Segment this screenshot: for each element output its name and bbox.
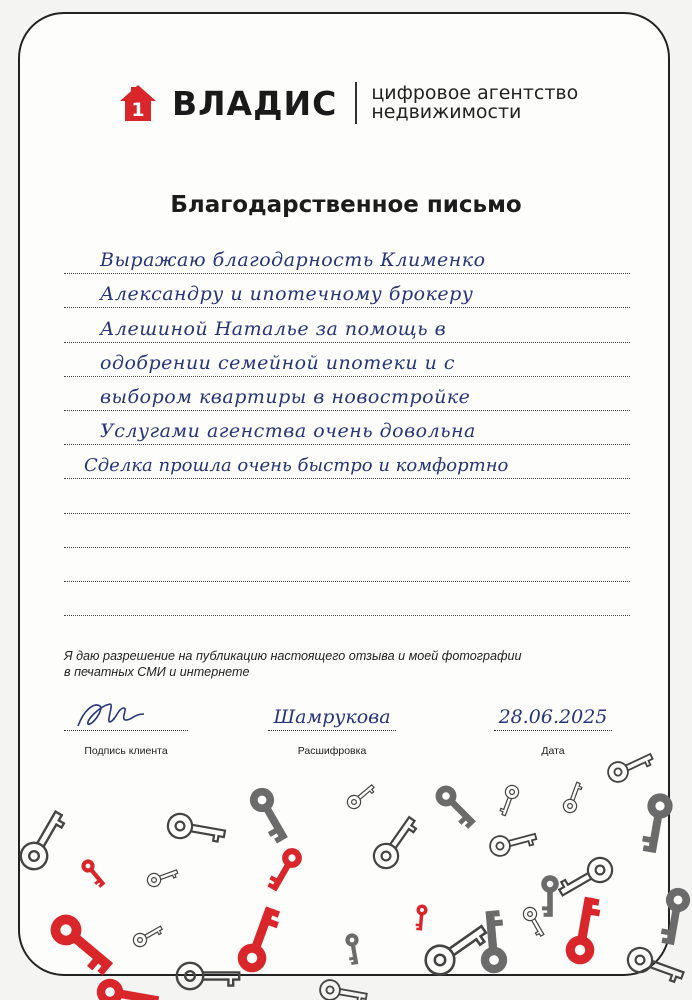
handwritten-text: Сделка прошла очень быстро и комфортно — [84, 455, 509, 477]
letter-line — [64, 479, 630, 513]
letter-line — [64, 377, 630, 411]
handwritten-text: выбором квартиры в новостройке — [100, 385, 471, 408]
tagline-line2: недвижимости — [371, 101, 522, 123]
letter-line — [64, 582, 630, 616]
decoding-block — [268, 704, 396, 757]
svg-text:1: 1 — [131, 99, 145, 121]
consent-line1: Я даю разрешение на публикацию настоящего отзыва и моей фотографии — [64, 649, 522, 663]
client-signature-field — [64, 704, 188, 731]
brand-name: ВЛАДИС — [172, 83, 338, 123]
key-icon — [95, 977, 161, 1000]
brand-logo — [118, 82, 578, 124]
key-icon — [319, 979, 369, 1000]
logo-divider — [355, 82, 357, 124]
letter-line — [64, 343, 630, 377]
letter-body — [64, 240, 630, 616]
letter-line — [64, 308, 630, 342]
decoding-value: Шамрукова — [273, 706, 391, 728]
letter-line — [64, 411, 630, 445]
client-signature-block — [64, 704, 188, 757]
date-caption: Дата — [541, 745, 565, 757]
letter-line — [64, 548, 630, 582]
letter-line — [64, 445, 630, 479]
handwritten-text: Услугами агенства очень довольна — [100, 420, 476, 443]
house-logo-icon — [118, 83, 158, 123]
signature-row — [0, 704, 692, 764]
client-signature-caption: Подпись клиента — [84, 745, 168, 757]
brand-tagline — [371, 84, 578, 122]
letter-title: Благодарственное письмо — [170, 192, 522, 218]
date-field — [494, 704, 612, 731]
decoding-field — [268, 704, 396, 731]
consent-text — [64, 648, 584, 680]
handwritten-text: Алешиной Наталье за помощь в — [100, 317, 447, 340]
letter-line — [64, 240, 630, 274]
decoding-caption: Расшифровка — [297, 745, 367, 757]
letter-line — [64, 274, 630, 308]
handwritten-text: одобрении семейной ипотеки и с — [100, 351, 456, 374]
consent-line2: в печатных СМИ и интернете — [64, 665, 250, 679]
tagline-line1: цифровое агентство — [371, 82, 579, 104]
client-signature-mark — [74, 700, 164, 730]
handwritten-text: Александру и ипотечному брокеру — [100, 283, 474, 306]
handwritten-text: Выражаю благодарность Клименко — [100, 249, 486, 272]
letter-line — [64, 514, 630, 548]
date-block — [494, 704, 612, 757]
date-value: 28.06.2025 — [498, 706, 608, 728]
